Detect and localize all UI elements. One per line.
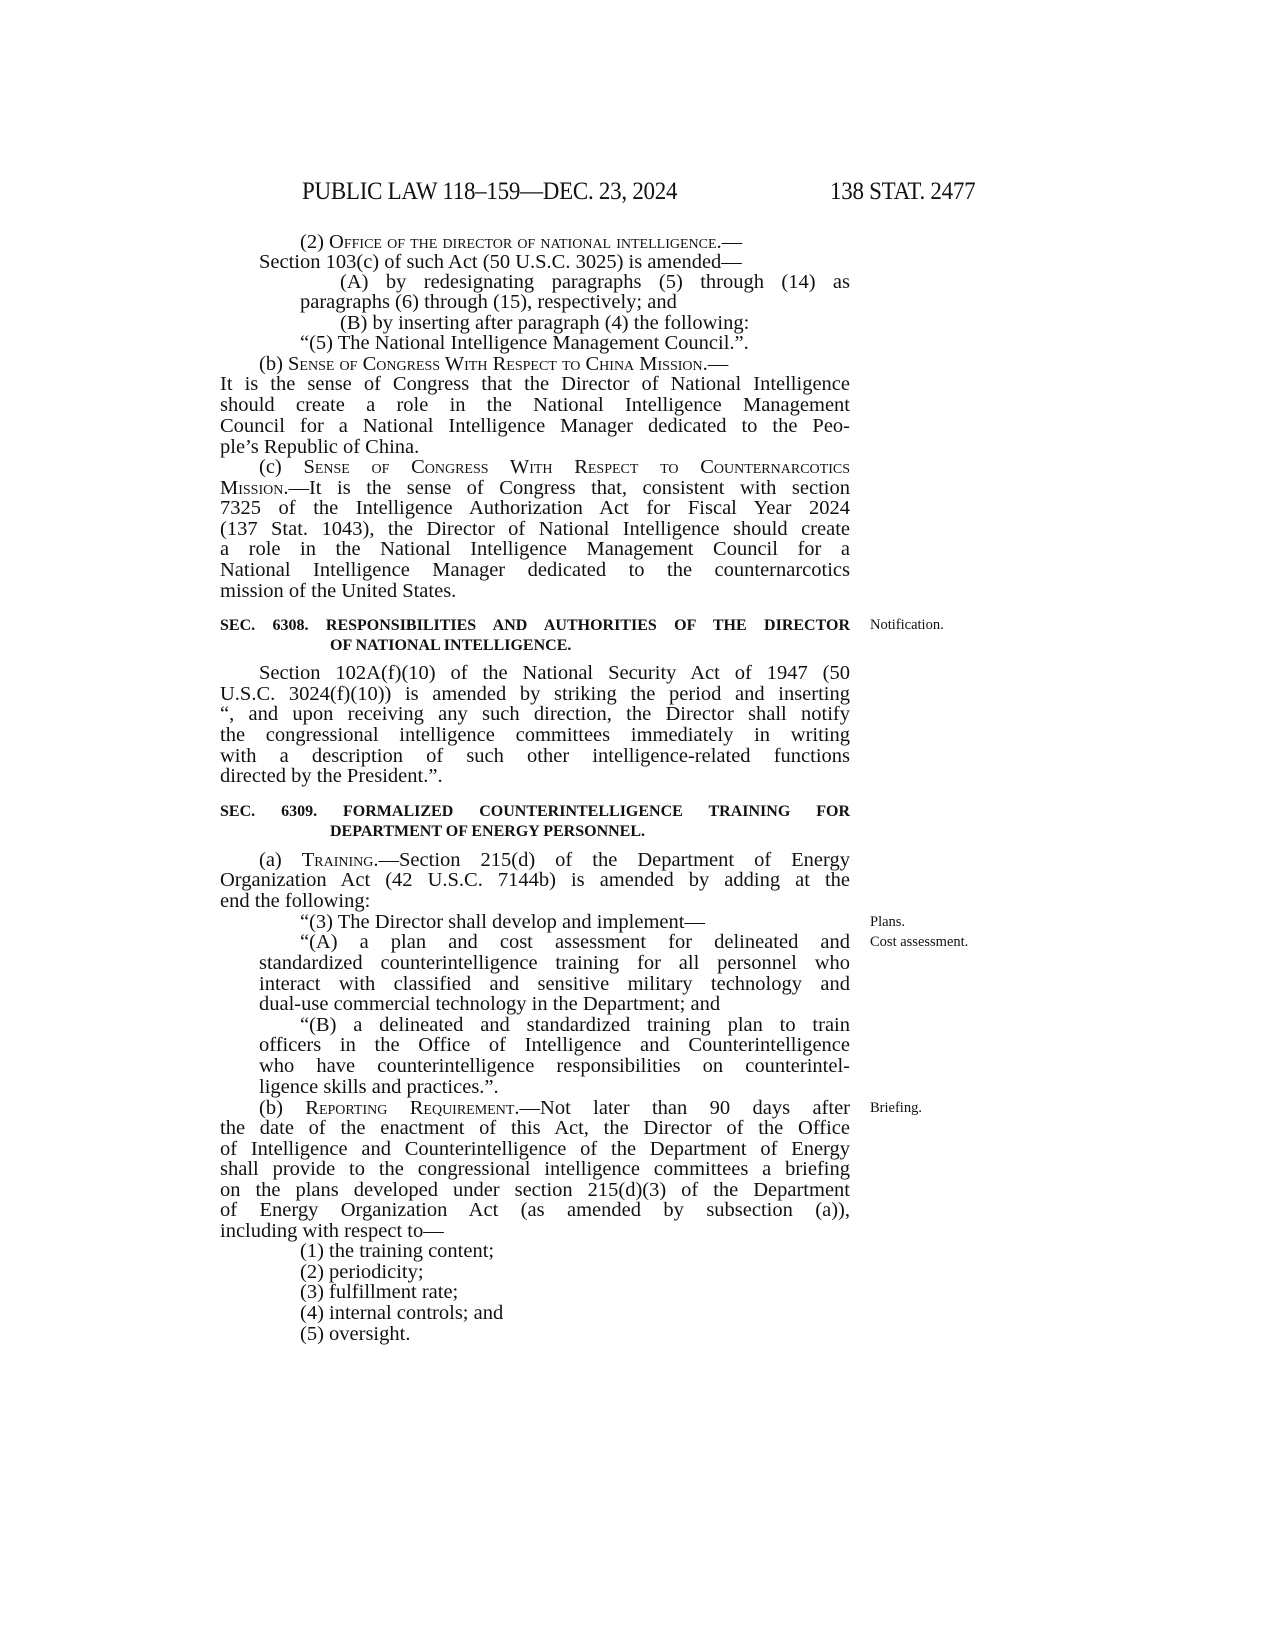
text-line: Section 102A(f)(10) of the National Security Act of 1947 (50 xyxy=(259,662,850,684)
text-line xyxy=(220,477,850,499)
heading: Mission xyxy=(220,477,284,499)
text-line: U.S.C. 3024(f)(10)) is amended by striking the period and inserting xyxy=(220,683,850,705)
text-line: “, and upon receiving any such direction, the Director shall notify xyxy=(220,703,850,725)
subsection-heading xyxy=(259,1097,850,1119)
text-line: paragraphs (6) through (15), respectively; and xyxy=(300,291,677,313)
margin-note-briefing: Briefing. xyxy=(870,1100,922,1116)
text-line: “(5) The National Intelligence Management Council.”. xyxy=(300,332,749,354)
text-line: Organization Act (42 U.S.C. 7144b) is amended by adding at the xyxy=(220,869,850,891)
text-line: It is the sense of Congress that the Director of National Intelligence xyxy=(220,373,850,395)
subsection-heading xyxy=(300,231,742,253)
heading: Reporting Requirement xyxy=(305,1097,515,1119)
text: .—Section 215(d) of the Department of Energy xyxy=(373,849,850,871)
num: (b) xyxy=(259,1097,306,1119)
text-line: end the following: xyxy=(220,890,371,912)
text-line: the congressional intelligence committees immediately in writing xyxy=(220,724,850,746)
num: (c) xyxy=(259,456,304,478)
dash: .— xyxy=(716,231,743,253)
heading: Sense of Congress With Respect to China Mission xyxy=(288,353,703,375)
text-line: with a description of such other intelligence-related functions xyxy=(220,745,850,767)
subsection-heading xyxy=(259,456,850,478)
text-line: 7325 of the Intelligence Authorization Act for Fiscal Year 2024 xyxy=(220,497,850,519)
list-item: (1) the training content; xyxy=(300,1240,495,1262)
list-item: (3) fulfillment rate; xyxy=(300,1281,459,1303)
text-line: (B) by inserting after paragraph (4) the following: xyxy=(340,312,750,334)
text-line: shall provide to the congressional intelligence committees a briefing xyxy=(220,1158,850,1180)
list-item: (5) oversight. xyxy=(300,1323,411,1345)
text-line: (137 Stat. 1043), the Director of National Intelligence should create xyxy=(220,518,850,540)
num: (2) xyxy=(300,231,330,253)
text-line: mission of the United States. xyxy=(220,580,457,602)
section-heading: SEC. 6308. RESPONSIBILITIES AND AUTHORITIES OF THE DIRECTOR xyxy=(220,617,850,634)
running-header-title: PUBLIC LAW 118–159—DEC. 23, 2024 xyxy=(302,178,678,205)
text-line: Council for a National Intelligence Manager dedicated to the Peo- xyxy=(220,415,850,437)
text-line: dual-use commercial technology in the Department; and xyxy=(259,993,721,1015)
heading: Office of the director of national intelligence xyxy=(329,231,717,253)
text-line: should create a role in the National Intelligence Management xyxy=(220,394,850,416)
text-line: interact with classified and sensitive military technology and xyxy=(259,973,850,995)
text-line: a role in the National Intelligence Management Council for a xyxy=(220,538,850,560)
text: .—It is the sense of Congress that, consistent with section xyxy=(283,477,850,499)
text-line: Section 103(c) of such Act (50 U.S.C. 3025) is amended— xyxy=(259,251,742,273)
margin-note-cost-assessment: Cost assessment. xyxy=(870,934,969,950)
section-heading-cont: DEPARTMENT OF ENERGY PERSONNEL. xyxy=(330,823,646,840)
margin-note-notification: Notification. xyxy=(870,617,944,633)
list-item: (2) periodicity; xyxy=(300,1261,424,1283)
text-line: ligence skills and practices.”. xyxy=(259,1076,499,1098)
statute-page-number: 138 STAT. 2477 xyxy=(830,178,976,205)
text-line: standardized counterintelligence training for all personnel who xyxy=(259,952,850,974)
text-line: “(B) a delineated and standardized training plan to train xyxy=(300,1014,850,1036)
text-line: the date of the enactment of this Act, the Director of the Office xyxy=(220,1117,850,1139)
num: (a) xyxy=(259,849,302,871)
section-heading-cont: OF NATIONAL INTELLIGENCE. xyxy=(330,637,572,654)
text-line: officers in the Office of Intelligence and Counterintelligence xyxy=(259,1034,850,1056)
text-line: directed by the President.”. xyxy=(220,765,443,787)
text-line: National Intelligence Manager dedicated to the counternarcotics xyxy=(220,559,850,581)
text-line: (A) by redesignating paragraphs (5) through (14) as xyxy=(340,271,850,293)
text-line: of Intelligence and Counterintelligence of the Department of Energy xyxy=(220,1138,850,1160)
list-item: (4) internal controls; and xyxy=(300,1302,504,1324)
section-heading: SEC. 6309. FORMALIZED COUNTERINTELLIGENCE TRAINING FOR xyxy=(220,803,850,820)
text-line: ple’s Republic of China. xyxy=(220,436,420,458)
text-line: on the plans developed under section 215(d)(3) of the Department xyxy=(220,1179,850,1201)
text-line: of Energy Organization Act (as amended by subsection (a)), xyxy=(220,1199,850,1221)
text: .—Not later than 90 days after xyxy=(514,1097,850,1119)
heading: Sense of Congress With Respect to Counternarcotics xyxy=(303,456,850,478)
subsection-heading xyxy=(259,849,850,871)
margin-note-plans: Plans. xyxy=(870,914,906,930)
text-line: “(A) a plan and cost assessment for delineated and xyxy=(300,931,850,953)
text-line: including with respect to— xyxy=(220,1220,444,1242)
text-line: “(3) The Director shall develop and implement— xyxy=(300,911,705,933)
text-line: who have counterintelligence responsibilities on counterintel- xyxy=(259,1055,850,1077)
subsection-heading xyxy=(259,353,728,375)
num: (b) xyxy=(259,353,289,375)
heading: Training xyxy=(301,849,374,871)
dash: .— xyxy=(702,353,729,375)
